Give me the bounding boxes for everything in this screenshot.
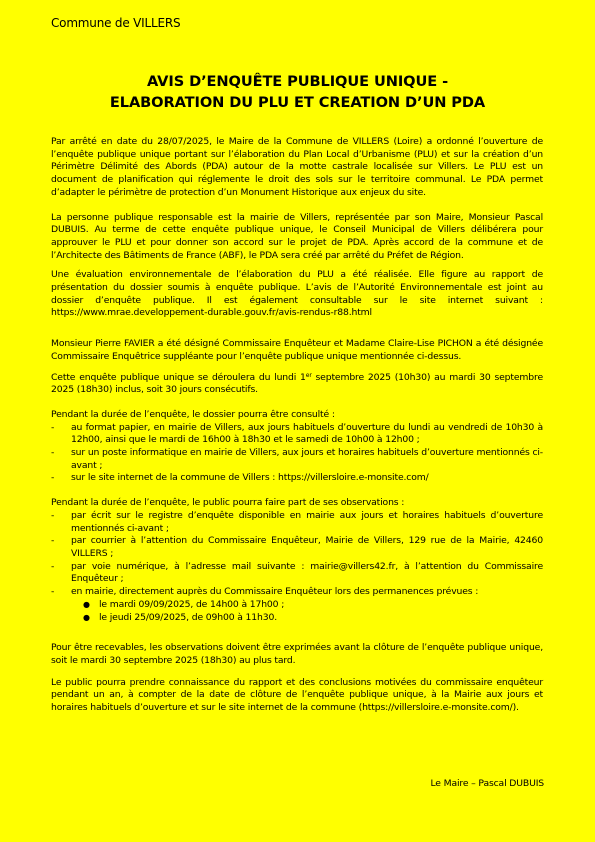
paragraph-environment: Une évaluation environnementale de l’élaboration du PLU a été réalisée. Elle figure au rapport de présentation du dossier soumis à enquête publique. L’avis de l’Autorité Environnementale est joint au dossier d’enquête publique. Il est également consultable sur le site internet suivant : https://www.mrae.developpement-durable.gouv.fr/avis-rendus-r88.html: [51, 269, 543, 319]
list-item: - par courrier à l’attention du Commissaire Enquêteur, Mairie de Villers, 129 rue de la Mairie, 42460 VILLERS ;: [51, 535, 543, 560]
paragraph-commissioners: Monsieur Pierre FAVIER a été désigné Commissaire Enquêteur et Madame Claire-Lise PICHON a été désignée Commissaire Enquêtrice suppléante pour l’enquête publique unique mentionnée ci-dessus.: [51, 338, 543, 362]
list-item: - par voie numérique, à l’adresse mail suivante : mairie@villers42.fr, à l’attention du Commissaire Enquêteur ;: [51, 561, 543, 586]
list-item: - sur le site internet de la commune de Villers : https://villersloire.e-monsite.com/: [51, 472, 543, 485]
permanence-item: ● le mardi 09/09/2025, de 14h00 à 17h00 ;: [83, 599, 543, 612]
dates-superscript: er: [305, 371, 312, 379]
paragraph-report: Le public pourra prendre connaissance du rapport et des conclusions motivées du commissaire enquêteur pendant un an, à compter de la date de clôture de l’enquête publique unique, à la Mairie aux jours et horaires habituels d’ouverture et sur le site internet de la commune (https://villersloire.e-monsite.com/).: [51, 676, 543, 714]
notice-title: [40, 71, 555, 113]
dates-text-end: septembre 2025 (10h30) au mardi 30 septembre 2025 (18h30) inclus, soit 30 jours consécutifs.: [51, 371, 543, 396]
title-line-2: ELABORATION DU PLU ET CREATION D’UN PDA: [109, 94, 486, 111]
dates-text-start: Cette enquête publique unique se déroulera du lundi 1: [51, 371, 306, 383]
paragraph-decree: Par arrêté en date du 28/07/2025, le Maire de la Commune de VILLERS (Loire) a ordonné l’ouverture de l’enquête publique unique portant sur l’élaboration du Plan Local d’Urbanisme (PLU) et sur la création d’un Périmètre Délimité des Abords (PDA) autour de la motte castrale localisée sur Villers. Le PLU est un document de planification qui réglemente le droit des sols sur le territoire communal. Le PDA permet d’adapter le périmètre de protection d’un Monument Historique aux enjeux du site.: [51, 136, 543, 198]
list-item: - par écrit sur le registre d’enquête disponible en mairie aux jours et horaires habituels d’ouverture mentionnés ci-avant ;: [51, 510, 543, 535]
commune-header: Commune de VILLERS: [51, 16, 181, 30]
consultation-list: [51, 422, 543, 486]
paragraph-responsible: La personne publique responsable est la mairie de Villers, représentée par son Maire, Monsieur Pascal DUBUIS. Au terme de cette enquête publique unique, le Conseil Municipal de Villers délibérera pour approuver le PLU et pour donner son accord sur le projet de PDA. Après accord de la commune et de l’Architecte des Bâtiments de France (ABF), le PDA sera créé par arrêté du Préfet de Région.: [51, 211, 543, 261]
list-item: - au format papier, en mairie de Villers, aux jours habituels d’ouverture du lundi au vendredi de 10h30 à 12h00, ainsi que le mardi de 16h00 à 18h30 et le samedi de 10h00 à 12h00 ;: [51, 422, 543, 447]
permanences-list: [51, 599, 543, 624]
observations-list: [51, 510, 543, 599]
mayor-signature: Le Maire – Pascal DUBUIS: [430, 778, 544, 789]
list-item: - sur un poste informatique en mairie de Villers, aux jours et horaires habituels d’ouverture mentionnés ci-avant ;: [51, 447, 543, 472]
permanence-item: ● le jeudi 25/09/2025, de 09h00 à 11h30.: [83, 612, 543, 625]
observations-intro: Pendant la durée de l’enquête, le public pourra faire part de ses observations :: [51, 497, 405, 509]
paragraph-deadline: Pour être recevables, les observations doivent être exprimées avant la clôture de l’enquête publique unique, soit le mardi 30 septembre 2025 (18h30) au plus tard.: [51, 642, 543, 666]
paragraph-dates: [51, 372, 543, 397]
list-item: - en mairie, directement auprès du Commissaire Enquêteur lors des permanences prévues :: [51, 586, 543, 599]
title-line-1: AVIS D’ENQUÊTE PUBLIQUE UNIQUE -: [146, 73, 449, 90]
consultation-intro: Pendant la durée de l’enquête, le dossier pourra être consulté :: [51, 408, 335, 420]
notice-body: [51, 136, 543, 715]
